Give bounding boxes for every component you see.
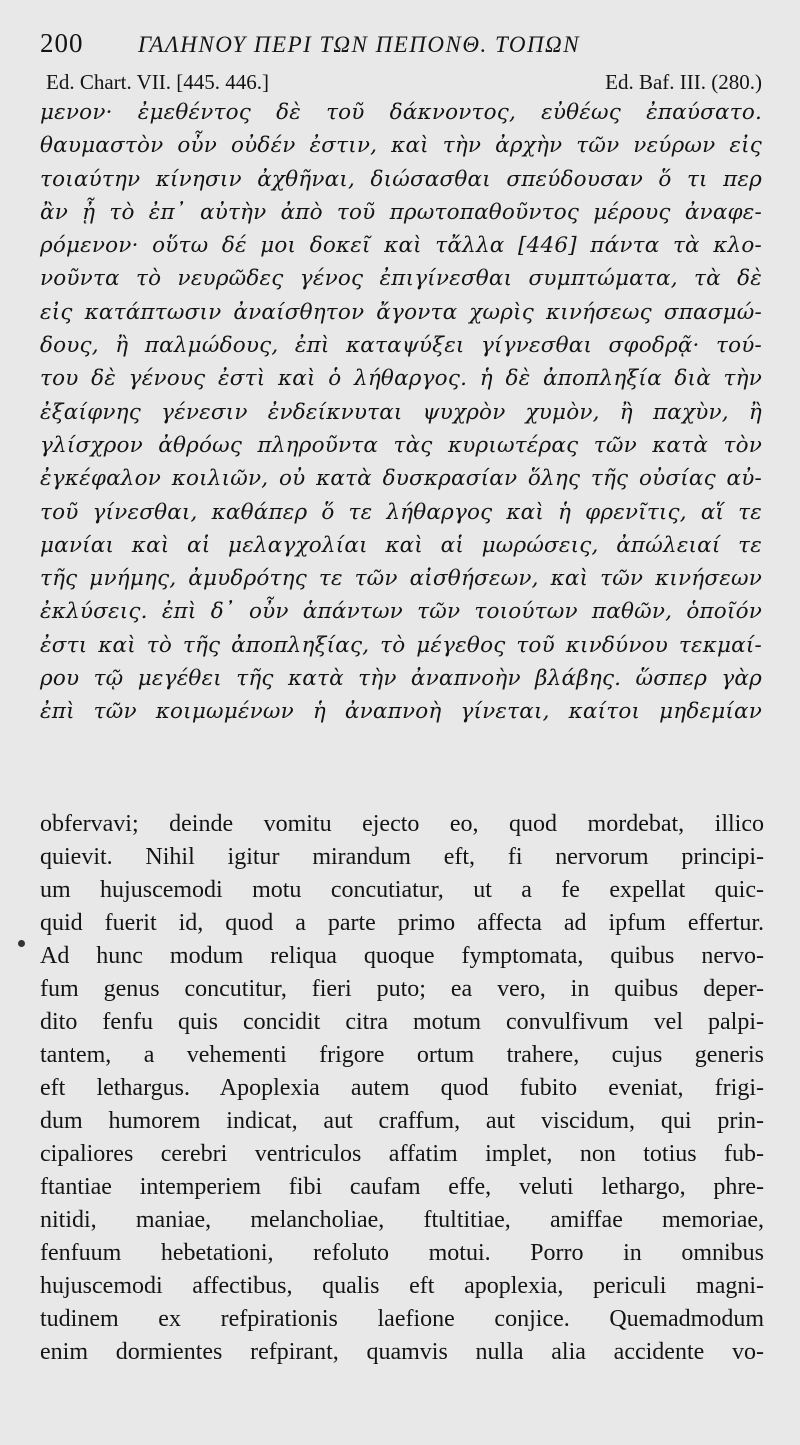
latin-line-text: hujuscemodi affectibus, qualis eft apoplexia, periculi magni- bbox=[40, 1273, 764, 1299]
latin-line bbox=[40, 907, 764, 940]
greek-line bbox=[40, 229, 762, 262]
latin-line-text: quievit. Nihil igitur mirandum eft, fi nervorum principi- bbox=[40, 844, 764, 870]
greek-line-text: ἐγκέφαλον κοιλιῶν, οὐ κατὰ δυσκρασίαν ὅλης τῆς οὐσίας αὐ- bbox=[40, 466, 762, 492]
greek-line-text: μενον· ἐμεθέντος δὲ τοῦ δάκνοντος, εὐθέως ἐπαύσατο. bbox=[40, 100, 762, 125]
latin-line-text: nitidi, maniae, melancholiae, ftultitiae, amiffae memoriae, bbox=[40, 1207, 764, 1233]
latin-line-text: eft lethargus. Apoplexia autem quod fubito eveniat, frigi- bbox=[40, 1075, 764, 1101]
greek-line bbox=[40, 96, 762, 129]
latin-line-text: fenfuum hebetationi, refoluto motui. Porro in omnibus bbox=[40, 1240, 764, 1266]
latin-line-text: tudinem ex refpirationis laefione conjice. Quemadmodum bbox=[40, 1306, 764, 1332]
greek-line bbox=[40, 296, 762, 329]
latin-line bbox=[40, 1039, 764, 1072]
greek-line bbox=[40, 695, 762, 728]
greek-line-text: τῆς μνήμης, ἀμυδρότης τε τῶν αἰσθήσεων, καὶ τῶν κινήσεων bbox=[40, 566, 762, 592]
running-head bbox=[40, 28, 762, 68]
greek-line bbox=[40, 362, 762, 395]
greek-line bbox=[40, 129, 762, 162]
latin-line bbox=[40, 1336, 764, 1369]
greek-line-text: μανίαι καὶ αἱ μελαγχολίαι καὶ αἱ μωρώσεις, ἀπώλειαί τε bbox=[40, 532, 762, 558]
greek-line-text: εἰς κατάπτωσιν ἀναίσθητον ἄγοντα χωρὶς κινήσεως σπασμώ- bbox=[40, 299, 762, 325]
greek-line-text: ἐκλύσεις. ἐπὶ δ᾽ οὖν ἁπάντων τῶν τοιούτων παθῶν, ὁποῖόν bbox=[40, 599, 762, 625]
latin-line-text: dum humorem indicat, aut craffum, aut viscidum, qui prin- bbox=[40, 1108, 764, 1134]
latin-line-text: um hujuscemodi motu concutiatur, ut a fe expellat quic- bbox=[40, 877, 764, 903]
greek-line bbox=[40, 262, 762, 295]
greek-line bbox=[40, 595, 762, 628]
latin-line bbox=[40, 874, 764, 907]
greek-line-text: ἐπὶ τῶν κοιμωμένων ἡ ἀναπνοὴ γίνεται, καίτοι μηδεμίαν bbox=[40, 699, 762, 725]
greek-line bbox=[40, 496, 762, 529]
latin-line-text: quid fuerit id, quod a parte primo affecta ad ipfum effertur. bbox=[40, 910, 764, 936]
greek-line bbox=[40, 329, 762, 362]
latin-line bbox=[40, 808, 764, 841]
greek-line-text: ἂν ᾖ τὸ ἐπ᾽ αὐτὴν ἀπὸ τοῦ πρωτοπαθοῦντος μέρους ἀναφε- bbox=[40, 199, 762, 225]
latin-line bbox=[40, 1303, 764, 1336]
greek-text-block bbox=[40, 96, 762, 729]
latin-line-text: tantem, a vehementi frigore ortum trahere, cujus generis bbox=[40, 1042, 764, 1068]
latin-line bbox=[40, 1270, 764, 1303]
greek-line-text: του δὲ γένους ἐστὶ καὶ ὁ λήθαργος. ἡ δὲ ἀποπληξία διὰ τὴν bbox=[40, 366, 762, 392]
greek-line bbox=[40, 196, 762, 229]
latin-line bbox=[40, 1006, 764, 1039]
latin-line bbox=[40, 973, 764, 1006]
greek-line bbox=[40, 429, 762, 462]
greek-line bbox=[40, 629, 762, 662]
latin-line bbox=[40, 841, 764, 874]
latin-line-text: fum genus concutitur, fieri puto; ea vero, in quibus deper- bbox=[40, 976, 764, 1002]
latin-line bbox=[40, 1072, 764, 1105]
greek-line bbox=[40, 396, 762, 429]
latin-line bbox=[40, 1138, 764, 1171]
edition-basel: Ed. Baf. III. (280.) bbox=[605, 70, 762, 94]
latin-line-text: obfervavi; deinde vomitu ejecto eo, quod mordebat, illico bbox=[40, 811, 764, 837]
latin-line-text: enim dormientes refpirant, quamvis nulla alia accidente vo- bbox=[40, 1339, 764, 1365]
latin-line bbox=[40, 940, 764, 973]
latin-line-text: dito fenfu quis concidit citra motum convulfivum vel palpi- bbox=[40, 1009, 764, 1035]
page-number: 200 bbox=[40, 28, 84, 58]
greek-line-text: γλίσχρον ἀθρόως πληροῦντα τὰς κυριωτέρας τῶν κατὰ τὸν bbox=[40, 432, 762, 458]
greek-line bbox=[40, 163, 762, 196]
latin-line bbox=[40, 1171, 764, 1204]
latin-line bbox=[40, 1204, 764, 1237]
latin-line-text: ftantiae intemperiem fibi caufam effe, veluti lethargo, phre- bbox=[40, 1174, 764, 1200]
greek-line bbox=[40, 529, 762, 562]
greek-line-text: ἐξαίφνης γένεσιν ἐνδείκνυται ψυχρὸν χυμὸν, ἢ παχὺν, ἢ bbox=[40, 399, 762, 425]
greek-line bbox=[40, 462, 762, 495]
greek-line-text: τοιαύτην κίνησιν ἀχθῆναι, διώσασθαι σπεύδουσαν ὅ τι περ bbox=[40, 166, 762, 192]
latin-line bbox=[40, 1105, 764, 1138]
latin-line-text: cipaliores cerebri ventriculos affatim implet, non totius fub- bbox=[40, 1141, 764, 1167]
greek-line-text: νοῦντα τὸ νευρῶδες γένος ἐπιγίνεσθαι συμπτώματα, τὰ δὲ bbox=[40, 266, 762, 292]
greek-line-text: θαυμαστὸν οὖν οὐδέν ἐστιν, καὶ τὴν ἀρχὴν τῶν νεύρων εἰς bbox=[40, 133, 762, 159]
margin-dot bbox=[18, 940, 25, 947]
greek-line bbox=[40, 662, 762, 695]
greek-line-text: ρόμενον· οὕτω δέ μοι δοκεῖ καὶ τἄλλα [446] πάντα τὰ κλο- bbox=[40, 233, 762, 259]
edition-chartier: Ed. Chart. VII. [445. 446.] bbox=[46, 70, 269, 94]
greek-line-text: τοῦ γίνεσθαι, καθάπερ ὅ τε λήθαργος καὶ ἡ φρενῖτις, αἵ τε bbox=[40, 499, 762, 525]
greek-line bbox=[40, 562, 762, 595]
latin-line bbox=[40, 1237, 764, 1270]
greek-line-text: ρου τῷ μεγέθει τῆς κατὰ τὴν ἀναπνοὴν βλάβης. ὥσπερ γὰρ bbox=[40, 666, 762, 692]
latin-text-block bbox=[40, 808, 764, 1369]
running-title: ΓΑΛΗΝΟΥ ΠΕΡΙ ΤΩΝ ΠΕΠΟΝΘ. ΤΟΠΩΝ bbox=[138, 32, 581, 57]
greek-line-text: δους, ἢ παλμώδους, ἐπὶ καταψύξει γίγνεσθαι σφοδρᾷ· τού- bbox=[40, 333, 762, 359]
latin-line-text: Ad hunc modum reliqua quoque fymptomata, quibus nervo- bbox=[40, 943, 764, 969]
greek-line-text: ἐστι καὶ τὸ τῆς ἀποπληξίας, τὸ μέγεθος τοῦ κινδύνου τεκμαί- bbox=[40, 632, 762, 658]
edition-references bbox=[40, 68, 762, 96]
